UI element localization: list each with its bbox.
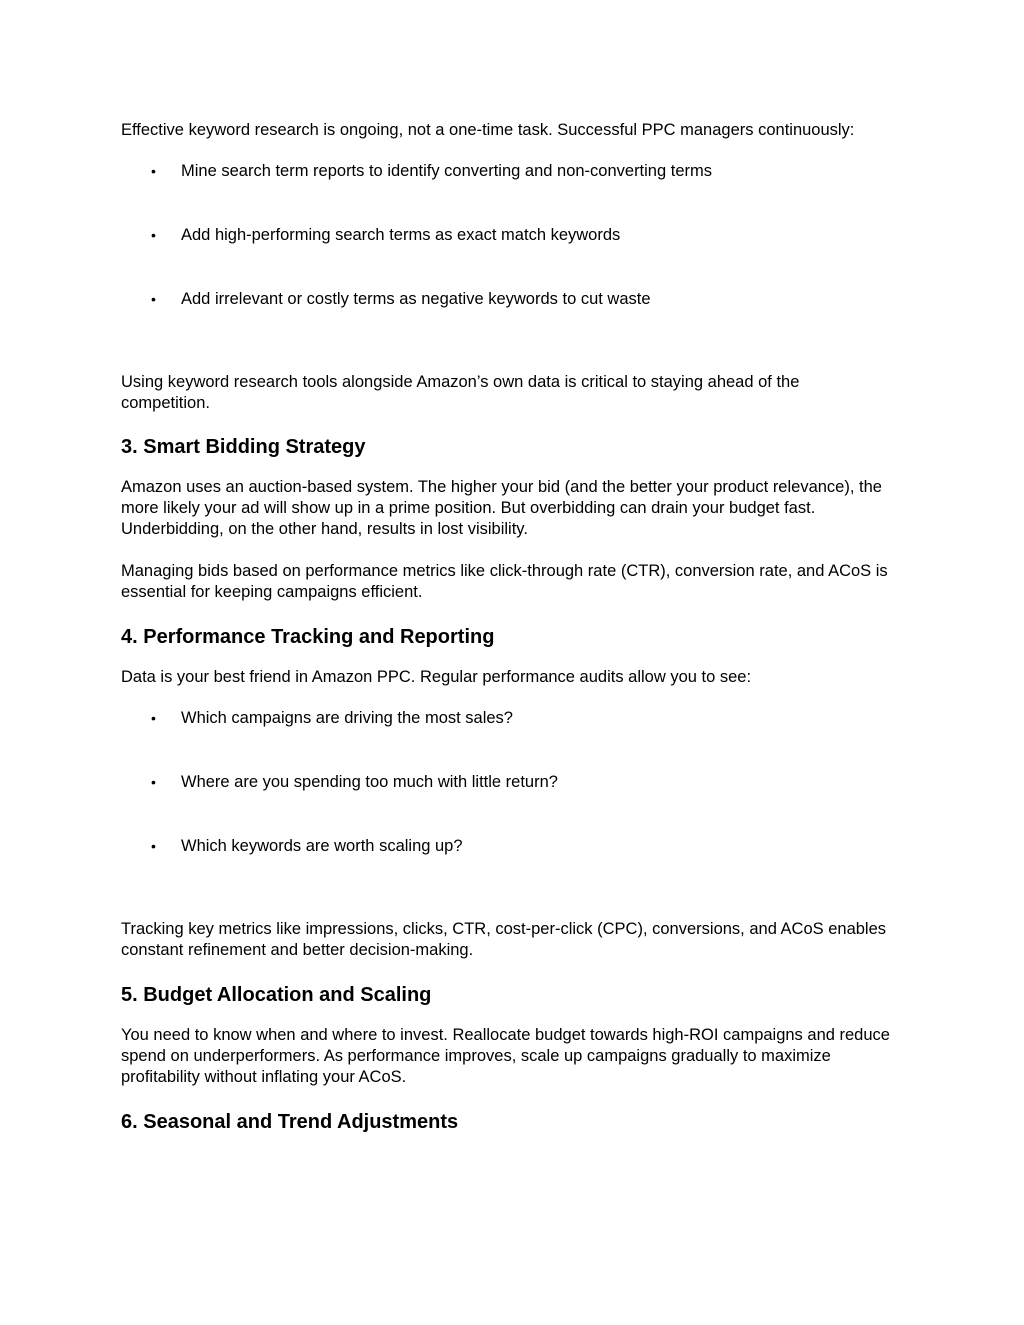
document-page [121, 120, 891, 1135]
list-item [121, 772, 891, 793]
list-item [121, 836, 891, 857]
list-item [121, 225, 891, 246]
list-item-text: Mine search term reports to identify converting and non-converting terms [181, 162, 712, 180]
section-heading-budget-allocation: 5. Budget Allocation and Scaling [121, 984, 432, 1006]
intro-closing-paragraph: Using keyword research tools alongside Amazon’s own data is critical to staying ahead of the competition. [121, 373, 800, 412]
intro-paragraph: Effective keyword research is ongoing, not a one-time task. Successful PPC managers continuously: [121, 121, 855, 139]
list-item-text: Which campaigns are driving the most sales? [181, 709, 513, 727]
list-item-text: Which keywords are worth scaling up? [181, 837, 463, 855]
list-item-text: Add irrelevant or costly terms as negative keywords to cut waste [181, 290, 651, 308]
list-item-text: Add high-performing search terms as exact match keywords [181, 226, 621, 244]
section5-paragraph-1: You need to know when and where to invest. Reallocate budget towards high-ROI campaigns and reduce spend on underperformers. As performance improves, scale up campaigns gradually to maximize profitability without inflating your ACoS. [121, 1026, 890, 1086]
list-item-text: Where are you spending too much with little return? [181, 773, 558, 791]
section-heading-smart-bidding: 3. Smart Bidding Strategy [121, 436, 366, 458]
section4-paragraph-1: Data is your best friend in Amazon PPC. Regular performance audits allow you to see: [121, 668, 752, 686]
section-heading-performance-tracking: 4. Performance Tracking and Reporting [121, 626, 495, 648]
section4-paragraph-2: Tracking key metrics like impressions, clicks, CTR, cost-per-click (CPC), conversions, and ACoS enables constant refinement and better decision-making. [121, 920, 887, 959]
bullet-icon: • [151, 710, 156, 726]
section-heading-seasonal-adjustments: 6. Seasonal and Trend Adjustments [121, 1111, 459, 1133]
list-item [121, 708, 891, 729]
section4-bullet-list [121, 708, 891, 857]
bullet-icon: • [151, 163, 156, 179]
section3-paragraph-2: Managing bids based on performance metrics like click-through rate (CTR), conversion rate, and ACoS is essential for keeping campaigns efficient. [121, 562, 888, 601]
bullet-icon: • [151, 774, 156, 790]
bullet-icon: • [151, 838, 156, 854]
bullet-icon: • [151, 291, 156, 307]
bullet-icon: • [151, 227, 156, 243]
section3-paragraph-1: Amazon uses an auction-based system. The higher your bid (and the better your product relevance), the more likely your ad will show up in a prime position. But overbidding can drain your budget fast. Underbidding, on the other hand, results in lost visibility. [121, 478, 882, 538]
list-item [121, 289, 891, 310]
intro-bullet-list [121, 161, 891, 310]
list-item [121, 161, 891, 182]
